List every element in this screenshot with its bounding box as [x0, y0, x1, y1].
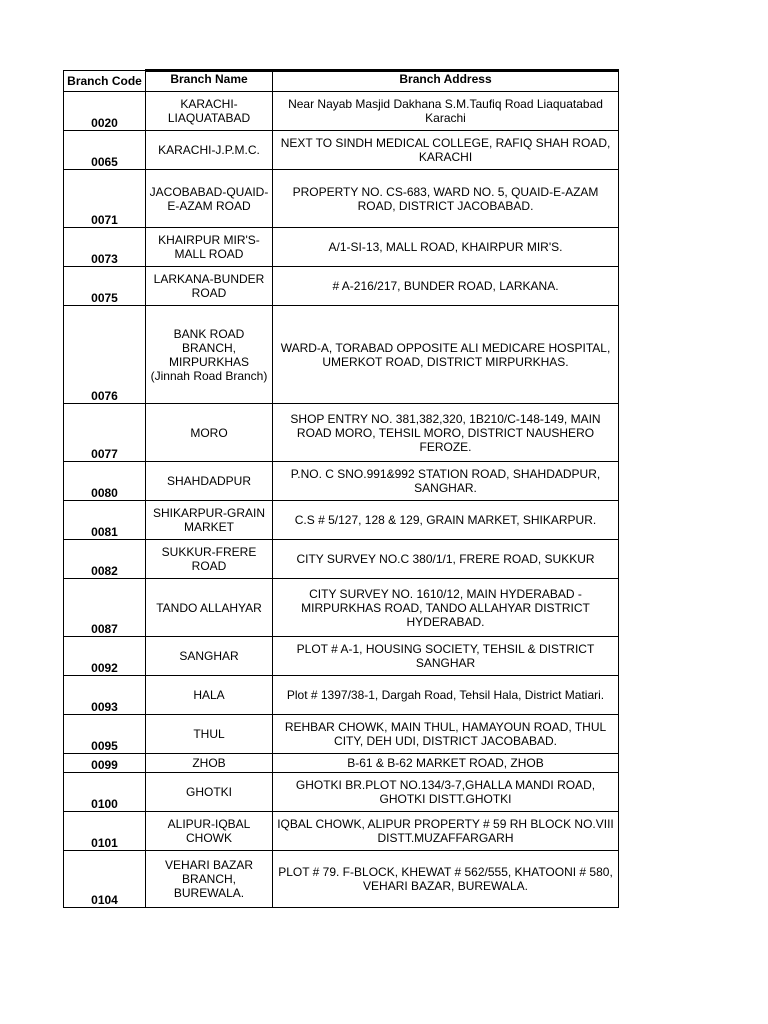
- branch-name-cell: ZHOB: [146, 754, 273, 773]
- branch-address-cell: PROPERTY NO. CS-683, WARD NO. 5, QUAID-E-AZAM ROAD, DISTRICT JACOBABAD.: [273, 170, 619, 228]
- branch-code-cell: 0101: [64, 812, 146, 851]
- table-row: [64, 715, 619, 754]
- table-row: [64, 267, 619, 306]
- branch-code-cell: 0104: [64, 851, 146, 908]
- branch-name-cell: SHIKARPUR-GRAIN MARKET: [146, 501, 273, 540]
- branch-address-cell: # A-216/217, BUNDER ROAD, LARKANA.: [273, 267, 619, 306]
- branch-code-cell: 0071: [64, 170, 146, 228]
- branch-address-cell: A/1-SI-13, MALL ROAD, KHAIRPUR MIR'S.: [273, 228, 619, 267]
- branch-name-cell: ALIPUR-IQBAL CHOWK: [146, 812, 273, 851]
- branch-name-cell: BANK ROAD BRANCH, MIRPURKHAS (Jinnah Road Branch): [146, 306, 273, 404]
- branch-address-cell: CITY SURVEY NO. 1610/12, MAIN HYDERABAD - MIRPURKHAS ROAD, TANDO ALLAHYAR DISTRICT HYDERABAD.: [273, 579, 619, 637]
- branch-name-cell: SUKKUR-FRERE ROAD: [146, 540, 273, 579]
- table-row: [64, 404, 619, 462]
- branch-address-cell: CITY SURVEY NO.C 380/1/1, FRERE ROAD, SUKKUR: [273, 540, 619, 579]
- branch-address-cell: IQBAL CHOWK, ALIPUR PROPERTY # 59 RH BLOCK NO.VIII DISTT.MUZAFFARGARH: [273, 812, 619, 851]
- branch-address-cell: P.NO. C SNO.991&992 STATION ROAD, SHAHDADPUR, SANGHAR.: [273, 462, 619, 501]
- branch-name-cell: SANGHAR: [146, 637, 273, 676]
- table-row: [64, 170, 619, 228]
- table-row: [64, 579, 619, 637]
- branch-address-cell: PLOT # A-1, HOUSING SOCIETY, TEHSIL & DISTRICT SANGHAR: [273, 637, 619, 676]
- table-row: [64, 637, 619, 676]
- branch-address-cell: NEXT TO SINDH MEDICAL COLLEGE, RAFIQ SHAH ROAD, KARACHI: [273, 131, 619, 170]
- branch-code-cell: 0095: [64, 715, 146, 754]
- branch-address-cell: GHOTKI BR.PLOT NO.134/3-7,GHALLA MANDI ROAD, GHOTKI DISTT.GHOTKI: [273, 773, 619, 812]
- branch-name-cell: LARKANA-BUNDER ROAD: [146, 267, 273, 306]
- branch-name-cell: HALA: [146, 676, 273, 715]
- branch-name-cell: KARACHI-J.P.M.C.: [146, 131, 273, 170]
- branch-code-cell: 0075: [64, 267, 146, 306]
- branch-code-cell: 0100: [64, 773, 146, 812]
- branch-name-cell: MORO: [146, 404, 273, 462]
- table-row: [64, 92, 619, 131]
- branch-name-cell: TANDO ALLAHYAR: [146, 579, 273, 637]
- branch-address-cell: PLOT # 79. F-BLOCK, KHEWAT # 562/555, KHATOONI # 580, VEHARI BAZAR, BUREWALA.: [273, 851, 619, 908]
- branch-name-cell: VEHARI BAZAR BRANCH, BUREWALA.: [146, 851, 273, 908]
- branch-name-cell: GHOTKI: [146, 773, 273, 812]
- branch-name-cell: JACOBABAD-QUAID-E-AZAM ROAD: [146, 170, 273, 228]
- branch-code-cell: 0065: [64, 131, 146, 170]
- branch-code-cell: 0080: [64, 462, 146, 501]
- table-row: [64, 501, 619, 540]
- table-row: [64, 773, 619, 812]
- table-row: [64, 306, 619, 404]
- table-row: [64, 676, 619, 715]
- branch-code-cell: 0093: [64, 676, 146, 715]
- branch-code-cell: 0076: [64, 306, 146, 404]
- header-row: [64, 71, 619, 92]
- header-branch-name: Branch Name: [146, 71, 273, 92]
- branch-code-cell: 0082: [64, 540, 146, 579]
- branch-code-cell: 0087: [64, 579, 146, 637]
- branch-address-cell: SHOP ENTRY NO. 381,382,320, 1B210/C-148-149, MAIN ROAD MORO, TEHSIL MORO, DISTRICT NAUSHERO FEROZE.: [273, 404, 619, 462]
- branch-name-cell: THUL: [146, 715, 273, 754]
- branch-table: [63, 69, 619, 908]
- table-row: [64, 851, 619, 908]
- table-row: [64, 754, 619, 773]
- table-row: [64, 540, 619, 579]
- table-row: [64, 812, 619, 851]
- branch-code-cell: 0020: [64, 92, 146, 131]
- header-branch-code: Branch Code: [64, 71, 146, 92]
- branch-address-cell: WARD-A, TORABAD OPPOSITE ALI MEDICARE HOSPITAL, UMERKOT ROAD, DISTRICT MIRPURKHAS.: [273, 306, 619, 404]
- branch-name-cell: SHAHDADPUR: [146, 462, 273, 501]
- table-row: [64, 228, 619, 267]
- table-row: [64, 462, 619, 501]
- branch-code-cell: 0099: [64, 754, 146, 773]
- table-body: [64, 92, 619, 908]
- branch-address-cell: C.S # 5/127, 128 & 129, GRAIN MARKET, SHIKARPUR.: [273, 501, 619, 540]
- branch-code-cell: 0081: [64, 501, 146, 540]
- branch-address-cell: B-61 & B-62 MARKET ROAD, ZHOB: [273, 754, 619, 773]
- branch-address-cell: Plot # 1397/38-1, Dargah Road, Tehsil Hala, District Matiari.: [273, 676, 619, 715]
- branch-code-cell: 0077: [64, 404, 146, 462]
- table-row: [64, 131, 619, 170]
- branch-code-cell: 0073: [64, 228, 146, 267]
- branch-name-cell: KARACHI-LIAQUATABAD: [146, 92, 273, 131]
- branch-address-cell: REHBAR CHOWK, MAIN THUL, HAMAYOUN ROAD, THUL CITY, DEH UDI, DISTRICT JACOBABAD.: [273, 715, 619, 754]
- branch-code-cell: 0092: [64, 637, 146, 676]
- branch-name-cell: KHAIRPUR MIR'S-MALL ROAD: [146, 228, 273, 267]
- header-branch-address: Branch Address: [273, 71, 619, 92]
- branch-address-cell: Near Nayab Masjid Dakhana S.M.Taufiq Road Liaquatabad Karachi: [273, 92, 619, 131]
